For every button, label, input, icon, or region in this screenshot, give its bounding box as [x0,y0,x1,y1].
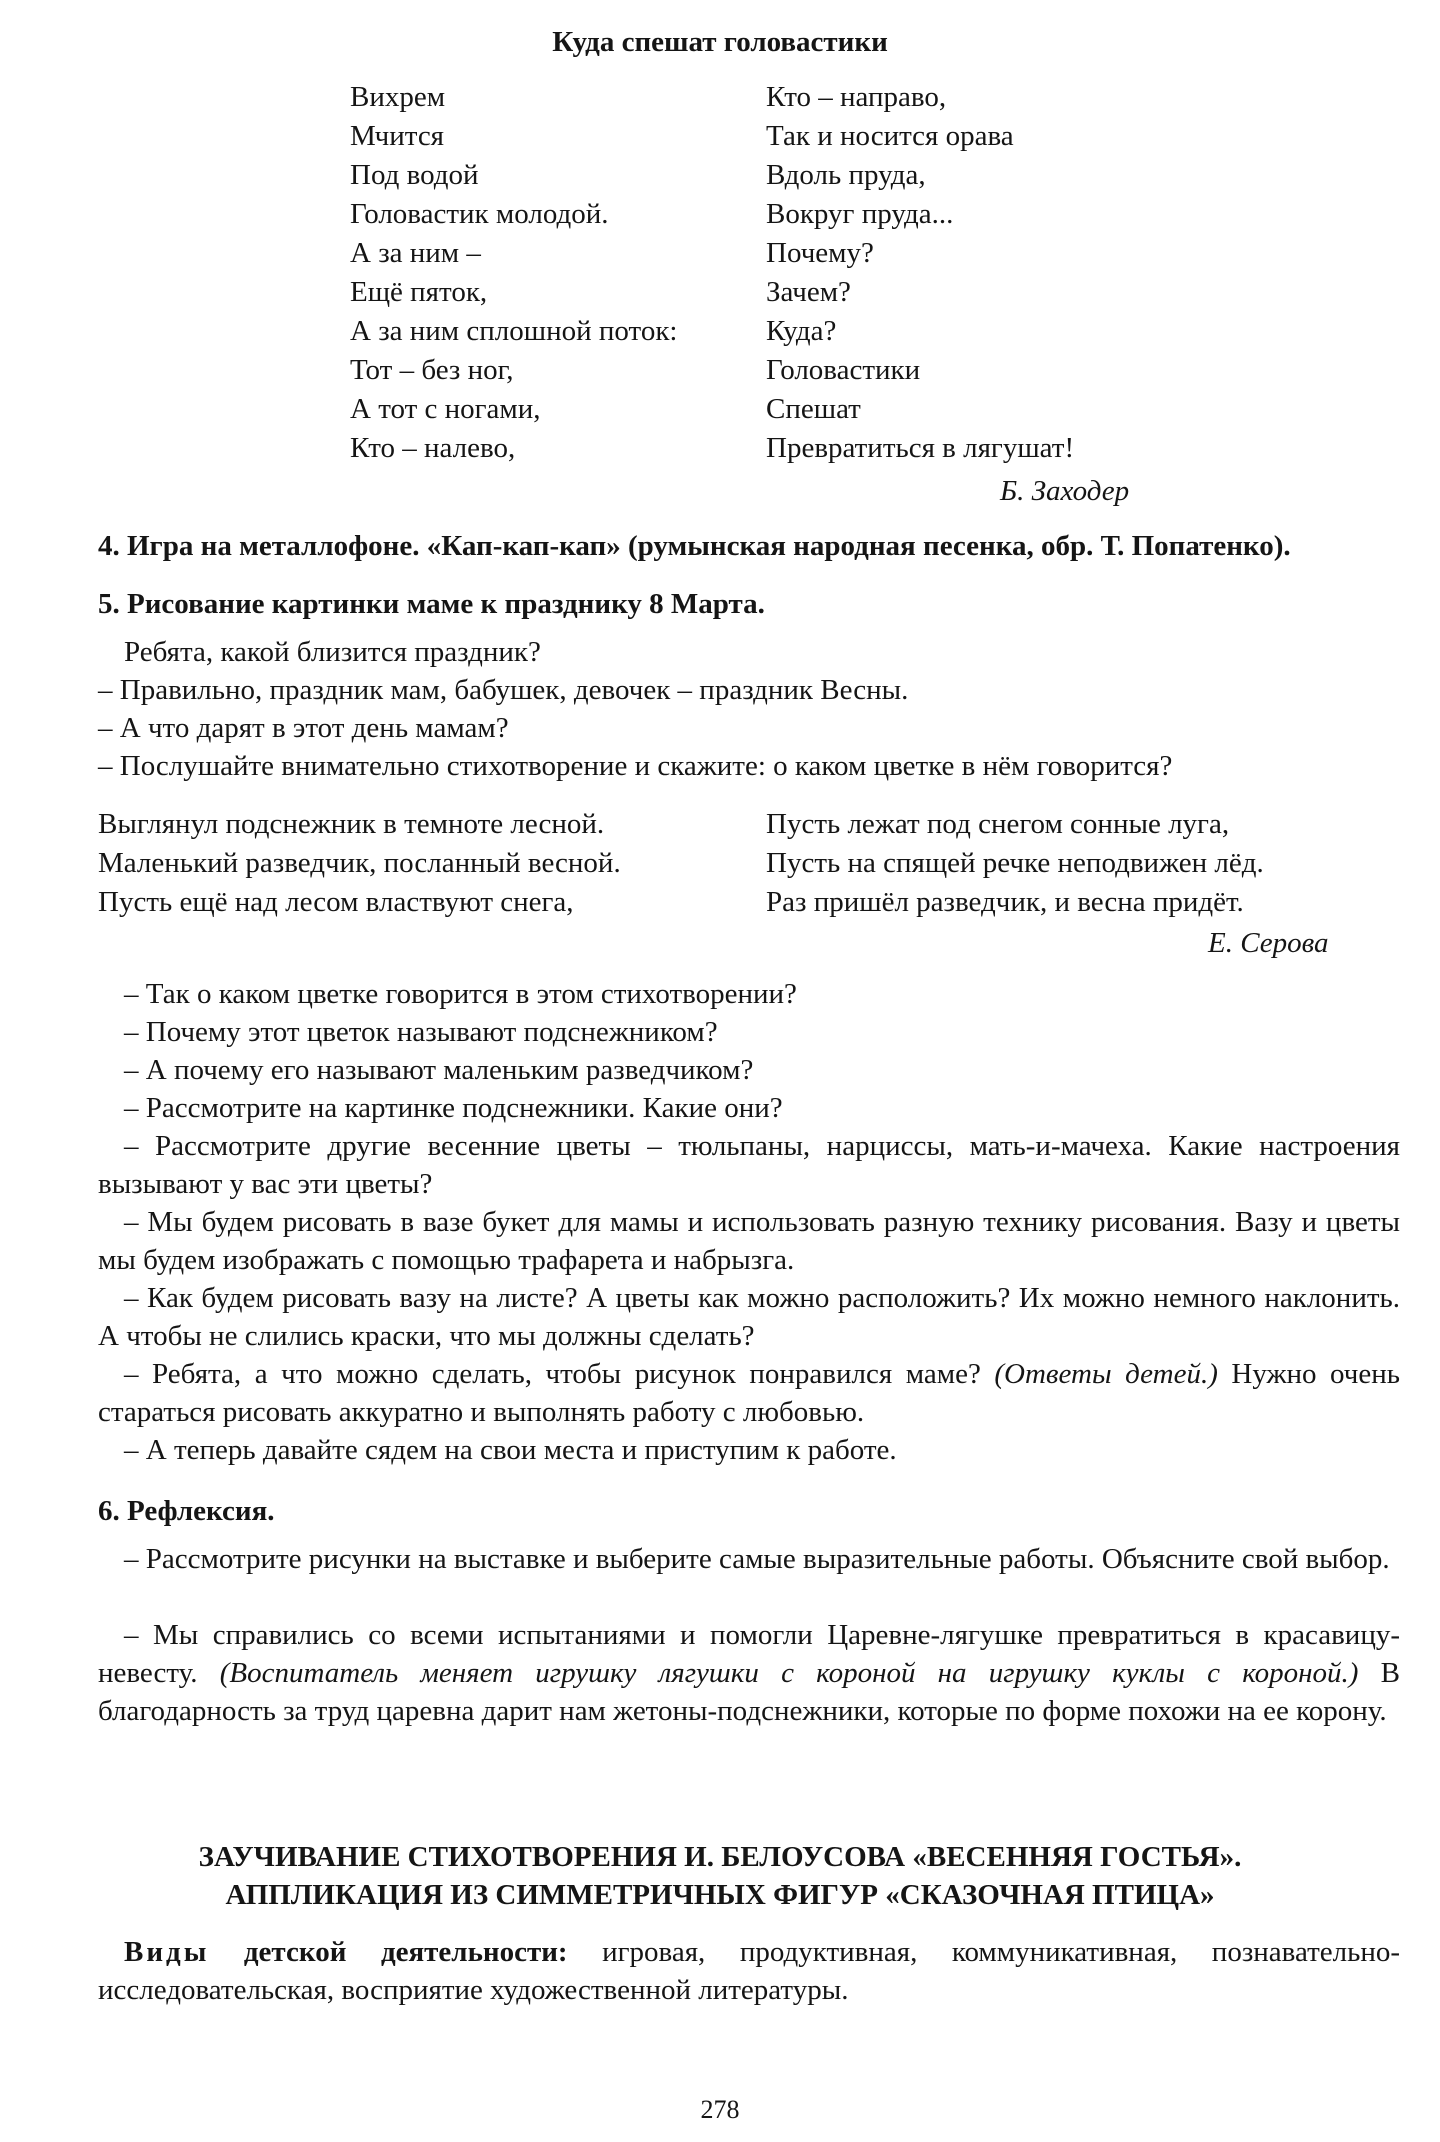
dialog-paragraph: – Мы будем рисовать в вазе букет для мамы и использовать разную технику рисования. Вазу и цветы мы будем изображать с помощью трафарета и набрызга. [98,1206,1400,1276]
stage-direction: (Ответы детей.) [994,1358,1218,1390]
stage-direction: (Воспитатель меняет игрушку лягушки с короной на игрушку куклы с короной.) [219,1657,1359,1689]
page-number: 278 [700,2095,740,2124]
poem-line: А тот с ногами, [350,393,541,425]
poem-title: Куда спешат головастики [552,26,888,58]
poem-line: Мчится [350,120,445,152]
poem-line: А за ним сплошной поток: [350,315,678,347]
dialog-line: – А почему его называют маленьким разведчиком? [124,1054,754,1086]
dialog-paragraph: – Как будем рисовать вазу на листе? А цветы как можно расположить? Их можно немного наклонить. А чтобы не слились краски, что мы должны сделать? [98,1282,1400,1352]
poem-line: Так и носится орава [766,120,1014,152]
poem-line: Вихрем [350,81,446,113]
dialog-paragraph [98,1355,1400,1431]
section-title-line: ЗАУЧИВАНИЕ СТИХОТВОРЕНИЯ И. БЕЛОУСОВА «ВЕСЕННЯЯ ГОСТЬЯ». [198,1841,1242,1873]
poem-line: Головастик молодой. [350,198,609,230]
poem-line: Куда? [766,315,837,347]
poem2-left-column [98,805,621,922]
question-line: Ребята, какой близится праздник? [124,636,541,668]
poem-line: Почему? [766,237,874,269]
section-title [0,1838,1440,1914]
poem-line: Маленький разведчик, посланный весной. [98,847,621,879]
poem-right-column [766,78,1074,468]
poem-line: Кто – направо, [766,81,947,113]
poem-author: Б. Заходер [1000,475,1130,507]
item-4-heading: 4. Игра на металлофоне. «Кап-кап-кап» (румынская народная песенка, обр. Т. Попатенко). [98,530,1291,562]
poem-line: Тот – без ног, [350,354,514,386]
activity-label: детской деятельности: [243,1936,568,1968]
question-line: – Послушайте внимательно стихотворение и скажите: о каком цветке в нём говорится? [98,750,1173,782]
poem-line: Под водой [350,159,479,191]
poem-line: Спешат [766,393,861,425]
dialog-line: – Так о каком цветке говорится в этом стихотворении? [124,978,797,1010]
reflection-text: – Мы справились со всеми испытаниями и помогли Царевне-лягушке превратиться в красавицу-невесту. [98,1619,1400,1689]
poem-line: Выглянул подснежник в темноте лесной. [98,808,605,840]
poem-line: Пусть ещё над лесом властвуют снега, [98,886,574,918]
activity-types-paragraph [98,1933,1400,2009]
answer-line: – Правильно, праздник мам, бабушек, девочек – праздник Весны. [98,674,909,706]
poem-line: Зачем? [766,276,851,308]
poem2-author: Е. Серова [1208,927,1329,959]
reflection-paragraph [98,1616,1400,1730]
activity-text: игровая, продуктивная, коммуникативная, познавательно-исследовательская, восприятие художественной литературы. [98,1936,1401,2006]
reflection-paragraph: – Рассмотрите рисунки на выставке и выберите самые выразительные работы. Объясните свой выбор. [124,1543,1390,1575]
dialog-line: – Рассмотрите на картинке подснежники. Какие они? [124,1092,783,1124]
poem-line: Пусть лежат под снегом сонные луга, [766,808,1230,840]
poem-line: Пусть на спящей речке неподвижен лёд. [766,847,1264,879]
reflection-text: В благодарность за труд царевна дарит нам жетоны-подснежники, которые по форме похожи на ее корону. [98,1657,1401,1727]
poem-left-column [350,78,677,468]
dialog-text: Нужно очень стараться рисовать аккуратно и выполнять работу с любовью. [98,1358,1401,1428]
dialog-paragraph: – Рассмотрите другие весенние цветы – тюльпаны, нарциссы, мать-и-мачеха. Какие настроения вызывают у вас эти цветы? [98,1130,1400,1200]
activity-label: Виды [124,1936,210,1968]
poem-line: Вдоль пруда, [766,159,926,191]
poem-line: Раз пришёл разведчик, и весна придёт. [766,886,1244,918]
poem-line: Превратиться в лягушат! [766,432,1075,464]
dialog-text: – Ребята, а что можно сделать, чтобы рисунок понравился маме? [124,1358,981,1390]
poem-line: Ещё пяток, [350,276,488,308]
dialog-line: – Почему этот цветок называют подснежником? [124,1016,718,1048]
question-line: – А что дарят в этот день мамам? [98,712,509,744]
poem2-right-column [766,805,1264,922]
poem-line: Кто – налево, [350,432,516,464]
item-5-heading: 5. Рисование картинки маме к празднику 8 Марта. [98,588,765,620]
dialog-line: – А теперь давайте сядем на свои места и приступим к работе. [124,1434,897,1466]
poem-line: Головастики [766,354,921,386]
poem-line: А за ним – [350,237,481,269]
item-6-heading: 6. Рефлексия. [98,1495,275,1527]
section-title-line: АППЛИКАЦИЯ ИЗ СИММЕТРИЧНЫХ ФИГУР «СКАЗОЧНАЯ ПТИЦА» [225,1879,1215,1911]
poem-line: Вокруг пруда... [766,198,954,230]
